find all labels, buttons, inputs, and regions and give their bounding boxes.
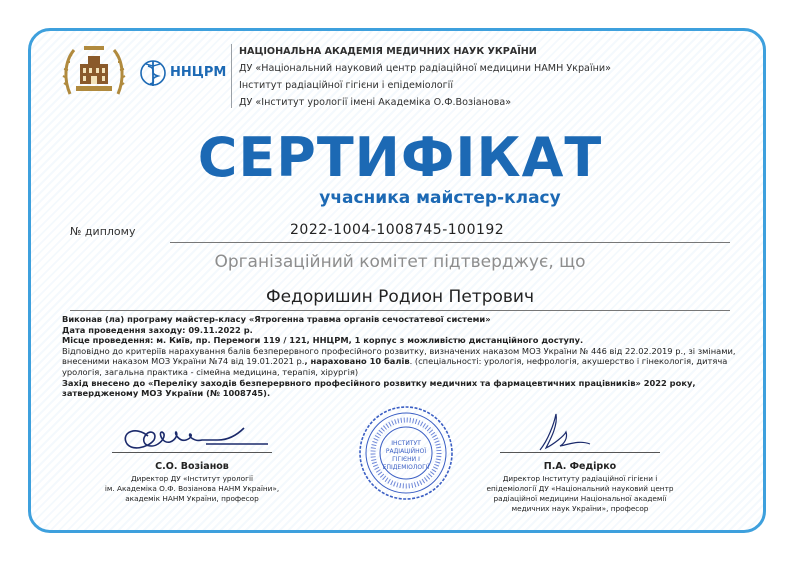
certificate-title: СЕРТИФІКАТ	[197, 126, 603, 189]
points-awarded: , нараховано 10 балів	[304, 356, 410, 367]
criteria-paragraph	[62, 346, 742, 378]
registry-paragraph	[62, 378, 742, 399]
stamp-line-4: ЕПІДЕМІОЛОГІЇ	[382, 464, 430, 471]
caduceus-icon	[140, 58, 166, 88]
certificate-body	[62, 314, 742, 399]
nncrm-logo-text: ННЦРМ	[170, 65, 227, 80]
nncrm-logo	[140, 58, 230, 88]
org-line-1: НАЦІОНАЛЬНА АКАДЕМІЯ МЕДИЧНИХ НАУК УКРАЇНИ	[239, 46, 537, 57]
left-signer-desc-line: ім. Академіка О.Ф. Возіанова НАНМ України»,	[104, 484, 280, 493]
name-underline	[70, 310, 730, 311]
institute-stamp	[358, 405, 454, 501]
left-signature-line	[112, 452, 272, 453]
event-date-text: Дата проведення заходу: 09.11.2022 р.	[62, 324, 253, 335]
event-location-text: Місце проведення: м. Київ, пр. Перемоги 119 / 121, ННЦРМ, 1 корпус з можливістю дистанційного доступу.	[62, 335, 584, 346]
specialties-text: . (спеціальності: урологія, нефрологія, акушерство і гінекологія, дитяча урологія, загальна практика - сімейна медицина, терапія, хірургія)	[62, 356, 728, 377]
header-divider	[231, 44, 232, 108]
stamp-line-3: ГІГІЄНИ І	[392, 456, 420, 463]
right-signer-desc-line: Директор Інституту радіаційної гігієни і	[502, 474, 658, 483]
event-date	[62, 325, 742, 336]
confirm-text: Організаційний комітет підтверджує, що	[214, 252, 586, 272]
right-signer-name: П.А. Федірко	[543, 461, 617, 472]
registry-text: Захід внесено до «Переліку заходів безперервного професійного розвитку медичних та фармацевтичних працівників» 2022 року, затвердженому МОЗ України (№ 1008745).	[62, 377, 696, 399]
stamp-line-1: ІНСТИТУТ	[391, 440, 421, 447]
left-signer-desc	[62, 474, 322, 504]
right-signature-line	[500, 452, 660, 453]
diploma-label: № диплому	[70, 225, 136, 238]
diploma-underline	[170, 242, 730, 243]
diploma-number: 2022-1004-1008745-100192	[290, 222, 505, 238]
program-line	[62, 314, 742, 325]
org-line-3: Інститут радіаційної гігієни і епідеміології	[239, 80, 454, 91]
program-label: Виконав (ла) програму майстер-класу	[62, 314, 249, 324]
stamp-line-2: РАДІАЦІЙНОЇ	[385, 448, 427, 455]
right-signature	[520, 410, 610, 455]
org-line-4: ДУ «Інститут урології імені Академіка О.Ф.Возіанова»	[239, 97, 512, 108]
criteria-text: Відповідно до критеріїв нарахування балів безперервного професійного розвитку, визначених наказом МОЗ України № 446 від 22.02.2019 р., зі змінами, внесеними наказом МОЗ України №74 від 19.01.2021 р.	[62, 345, 736, 367]
left-signer-name: С.О. Возіанов	[155, 461, 229, 472]
event-location	[62, 335, 742, 346]
right-signer-desc	[450, 474, 710, 514]
right-signer-desc-line: епідеміології ДУ «Національний науковий центр	[486, 484, 674, 493]
left-signer-desc-line: академік НАНМ України, професор	[125, 494, 259, 503]
academy-emblem-icon	[62, 42, 126, 102]
recipient-name: Федоришин Родион Петрович	[265, 287, 535, 307]
org-line-2: ДУ «Національний науковий центр радіаційної медицини НАМН України»	[239, 63, 611, 74]
right-signer-desc-line: медичних наук України», професор	[511, 504, 649, 513]
certificate-subtitle: учасника майстер-класу	[319, 188, 561, 208]
left-signer-desc-line: Директор ДУ «Інститут урології	[130, 474, 254, 483]
program-value: «Ятрогенна травма органів сечостатевої системи»	[248, 314, 491, 324]
right-signer-desc-line: радіаційної медицини Національної академії	[493, 494, 667, 503]
